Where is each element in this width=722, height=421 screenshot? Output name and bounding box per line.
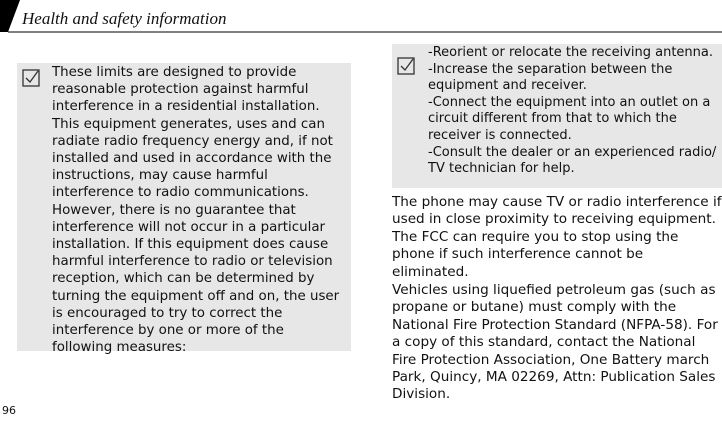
header-title: Health and safety information <box>22 9 227 28</box>
checkbox-note-icon <box>396 56 416 76</box>
measures-list <box>428 45 720 178</box>
page-number: 96 <box>2 404 16 417</box>
note-box-fcc-limits <box>17 63 351 356</box>
measure-item: -Increase the separation between the equipment and receiver. <box>428 61 673 94</box>
note-box-interference-measures <box>392 44 722 188</box>
page-header <box>0 0 722 36</box>
measure-item: -Connect the equipment into an outlet on a circuit different from that to which the receiver is connected. <box>428 94 711 143</box>
paragraph-lpg-vehicles: Vehicles using liquefied petroleum gas (such as propane or butane) must comply with the National Fire Protection Standard (NFPA-58). For a copy of this standard, contact the National Fire Protection Association, One Battery march Park, Quincy, MA 02269, Attn: Publication Sales Division. <box>392 282 718 403</box>
measure-item: -Consult the dealer or an experienced radio/ TV technician for help. <box>428 144 717 177</box>
checkbox-note-icon <box>21 68 41 88</box>
paragraph-tv-interference: The phone may cause TV or radio interference if used in close proximity to receiving equipment. The FCC can require you to stop using the phone if such interference cannot be eliminated. <box>392 194 722 280</box>
measure-item: -Reorient or relocate the receiving antenna. <box>428 45 713 60</box>
note-text-fcc-limits: These limits are designed to provide reasonable protection against harmful interference in a residential installation. This equipment generates, uses and can radiate radio frequency energy and, if not installed and used in accordance with the instructions, may cause harmful interference to radio communications. However, there is no guarantee that interference will not occur in a particular installation. If this equipment does cause harmful interference to radio or television reception, which can be determined by turning the equipment off and on, the user is encouraged to try to correct the interference by one or more of the following measures: <box>52 65 340 356</box>
